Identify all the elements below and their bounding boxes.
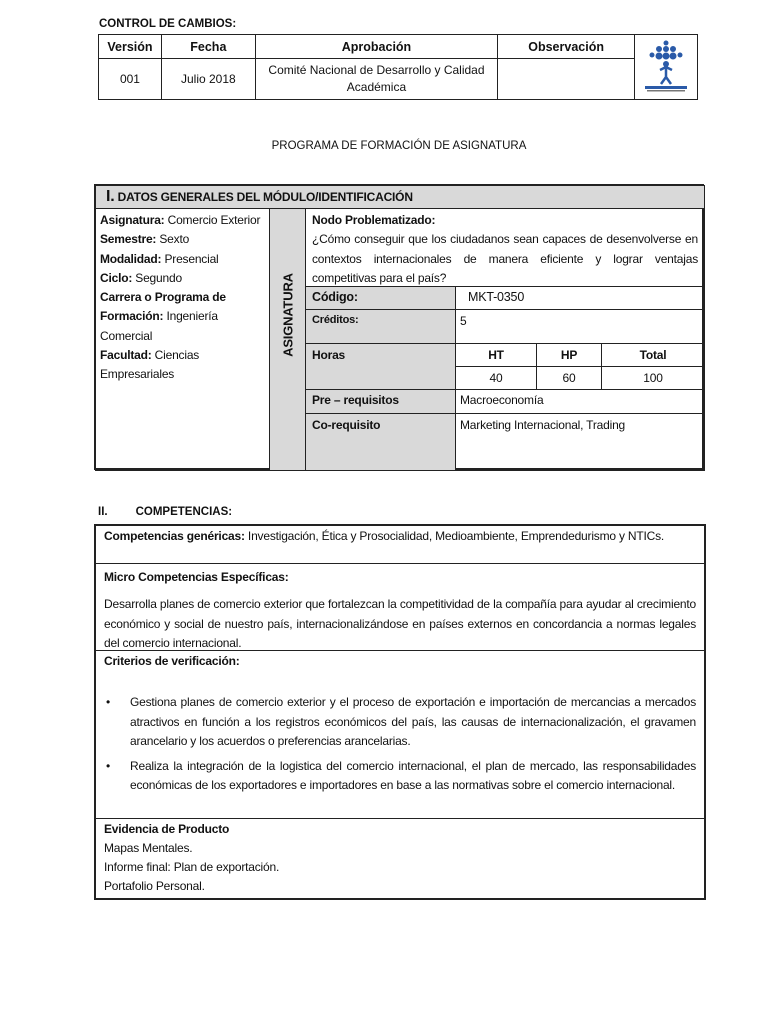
micro-competencias xyxy=(96,564,704,651)
info-field-label: Carrera o Programa de Formación: xyxy=(100,290,226,324)
observacion-value xyxy=(498,59,635,100)
section-1-header xyxy=(95,185,705,209)
section-1-numeral: I. xyxy=(106,188,115,205)
info-field-label: Modalidad: xyxy=(100,251,162,266)
info-field xyxy=(100,230,265,249)
micro-label: Micro Competencias Específicas: xyxy=(104,570,289,584)
info-field xyxy=(100,288,265,346)
criterio-item xyxy=(104,757,696,796)
section-datos-generales xyxy=(94,184,704,470)
bullet-icon: • xyxy=(106,758,111,773)
info-field-value: Ingeniería Comercial xyxy=(100,309,218,343)
info-field-label: Semestre: xyxy=(100,232,157,247)
criterios-label: Criterios de verificación: xyxy=(104,654,240,668)
criterio-item xyxy=(104,693,696,752)
evidencia-label: Evidencia de Producto xyxy=(104,822,230,836)
info-field xyxy=(100,211,265,230)
bullet-icon: • xyxy=(106,695,111,709)
prerequisitos-value: Macroeconomía xyxy=(455,389,705,414)
section-2-heading xyxy=(98,506,232,518)
codigo-value: MKT-0350 xyxy=(455,286,705,310)
genericas-label: Competencias genéricas: xyxy=(104,529,245,543)
header-version: Versión xyxy=(99,35,162,59)
evidencia-item: Portafolio Personal. xyxy=(104,879,205,893)
section-2-numeral: II. xyxy=(98,506,108,518)
ht-value: 40 xyxy=(455,366,537,390)
info-field-value: Sexto xyxy=(156,232,190,247)
info-field xyxy=(100,269,265,288)
info-field-value: Presencial xyxy=(161,251,219,266)
info-field-value: Comercio Exterior xyxy=(164,213,261,227)
document-title: PROGRAMA DE FORMACIÓN DE ASIGNATURA xyxy=(271,140,527,152)
vertical-text: ASIGNATURA xyxy=(280,273,295,357)
fecha-value: Julio 2018 xyxy=(161,59,255,100)
section-competencias xyxy=(94,524,706,900)
header-aprobacion: Aprobación xyxy=(255,35,497,59)
info-field-label: Asignatura: xyxy=(100,213,165,227)
competencias-genericas xyxy=(96,526,704,564)
nodo-problematizado xyxy=(305,208,705,287)
total-value: 100 xyxy=(601,366,705,390)
codigo-label: Código: xyxy=(305,286,456,310)
subject-general-info xyxy=(95,208,270,471)
evidencia-producto xyxy=(96,819,704,900)
nodo-text: ¿Cómo conseguir que los ciudadanos sean capaces de desenvolverse en contextos internacionales de manera eficiente y lograr ventajas competitivas para el país? xyxy=(312,232,698,285)
header-fecha: Fecha xyxy=(161,35,255,59)
ht-header: HT xyxy=(455,343,537,367)
horas-label: Horas xyxy=(305,343,456,390)
hp-header: HP xyxy=(536,343,602,367)
section-2-title: COMPETENCIAS: xyxy=(135,506,233,518)
logo xyxy=(635,35,698,100)
corequisito-value: Marketing Internacional, Trading xyxy=(455,413,705,471)
micro-text: Desarrolla planes de comercio exterior que fortalezcan la competitividad de la compañía para ayudar al crecimiento económico y social de nuestro país, internacionalizándose en países externos en concordancia a normas legales del comercio internacional. xyxy=(104,597,696,650)
criterios-verificacion xyxy=(96,651,704,819)
corequisito-label: Co-requisito xyxy=(305,413,456,471)
version-value: 001 xyxy=(99,59,162,100)
criterio-text: Realiza la integración de la logistica del comercio internacional, el plan de mercado, las responsabilidades económicas de los exportadores e importadores en base a las normativas sobre el comercio internacional. xyxy=(130,758,696,792)
genericas-text: Investigación, Ética y Prosocialidad, Medioambiente, Emprendedurismo y NTICs. xyxy=(244,529,665,543)
hp-value: 60 xyxy=(536,366,602,390)
prerequisitos-label: Pre – requisitos xyxy=(305,389,456,414)
info-field-value: Segundo xyxy=(132,270,182,285)
total-header: Total xyxy=(601,343,705,367)
asignatura-vertical-label xyxy=(269,208,306,471)
nodo-label: Nodo Problematizado: xyxy=(312,213,436,227)
info-field-value: Ciencias Empresariales xyxy=(100,348,200,382)
header-observacion: Observación xyxy=(498,35,635,59)
info-field-label: Facultad: xyxy=(100,348,152,363)
creditos-value: 5 xyxy=(455,309,705,344)
info-field xyxy=(100,346,265,385)
domingo-savio-logo-icon xyxy=(641,37,691,93)
criterio-text: Gestiona planes de comercio exterior y el proceso de exportación e importación de mercancias a mercados atractivos en función a los registros económicos del país, las causas de internacionalización, el gravamen arancelario y los acuerdos o preferencias arancelarias. xyxy=(130,695,696,748)
control-cambios-title: CONTROL DE CAMBIOS: xyxy=(99,18,237,30)
change-control-table xyxy=(98,34,698,100)
info-field-label: Ciclo: xyxy=(100,270,133,285)
evidencia-item: Mapas Mentales. xyxy=(104,841,193,855)
aprobacion-value: Comité Nacional de Desarrollo y Calidad Académica xyxy=(255,59,497,100)
section-1-title: DATOS GENERALES DEL MÓDULO/IDENTIFICACIÓN xyxy=(117,190,413,204)
evidencia-item: Informe final: Plan de exportación. xyxy=(104,860,280,874)
creditos-label: Créditos: xyxy=(305,309,456,344)
info-field xyxy=(100,250,265,269)
